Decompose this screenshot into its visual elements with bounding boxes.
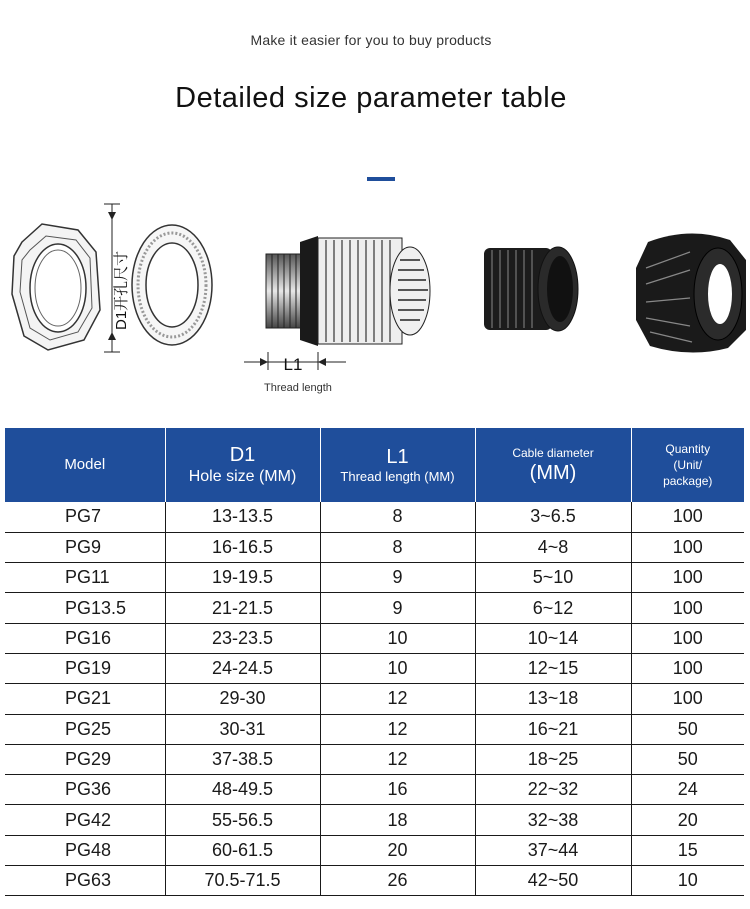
model-cell: PG29: [5, 744, 165, 774]
thread-length-caption: Thread length: [264, 382, 332, 394]
cable-diameter-cell: 22~32: [475, 775, 631, 805]
hole-size-cell: 48-49.5: [165, 775, 320, 805]
cable-diameter-cell: 32~38: [475, 805, 631, 835]
thread-length-cell: 9: [320, 563, 475, 593]
header-model: [5, 428, 165, 502]
model-cell: PG21: [5, 684, 165, 714]
l1-label: L1: [283, 355, 303, 374]
quantity-cell: 100: [631, 563, 744, 593]
header-quantity-label: Quantity: [665, 442, 711, 456]
l1-dimension: [244, 352, 346, 394]
header-cable-diameter: [475, 428, 631, 502]
cable-diameter-cell: 4~8: [475, 532, 631, 562]
table-row: [5, 653, 744, 683]
hole-size-cell: 29-30: [165, 684, 320, 714]
thread-length-cell: 12: [320, 714, 475, 744]
thread-length-cell: 20: [320, 835, 475, 865]
quantity-cell: 20: [631, 805, 744, 835]
cable-diameter-cell: 42~50: [475, 866, 631, 896]
model-cell: PG42: [5, 805, 165, 835]
size-parameter-table: [5, 428, 744, 896]
hole-size-cell: 30-31: [165, 714, 320, 744]
thread-length-cell: 12: [320, 744, 475, 774]
model-cell: PG16: [5, 623, 165, 653]
model-cell: PG25: [5, 714, 165, 744]
table-row: [5, 623, 744, 653]
cable-diameter-cell: 18~25: [475, 744, 631, 774]
model-cell: PG48: [5, 835, 165, 865]
hole-size-cell: 19-19.5: [165, 563, 320, 593]
table-row: [5, 775, 744, 805]
hole-size-cell: 23-23.5: [165, 623, 320, 653]
header-d1-label: D1: [229, 444, 256, 466]
quantity-cell: 100: [631, 593, 744, 623]
thread-length-cell: 10: [320, 653, 475, 683]
hole-size-cell: 16-16.5: [165, 532, 320, 562]
gland-body-icon: [266, 236, 430, 346]
cable-diameter-cell: 5~10: [475, 563, 631, 593]
quantity-cell: 10: [631, 866, 744, 896]
page-title: Detailed size parameter table: [175, 82, 567, 114]
hole-size-cell: 24-24.5: [165, 653, 320, 683]
cable-diameter-cell: 12~15: [475, 653, 631, 683]
header-thread-length: [320, 428, 475, 502]
thread-length-cell: 12: [320, 684, 475, 714]
quantity-cell: 100: [631, 623, 744, 653]
header-hole-size: [165, 428, 320, 502]
d1-dimension: [104, 204, 130, 352]
header-thread-length-label: Thread length (MM): [340, 469, 455, 484]
table-row: [5, 744, 744, 774]
table-body: [5, 502, 744, 896]
hex-nut-icon: [12, 224, 100, 350]
thread-length-cell: 10: [320, 623, 475, 653]
cable-diameter-cell: 10~14: [475, 623, 631, 653]
quantity-cell: 50: [631, 744, 744, 774]
thread-length-cell: 8: [320, 502, 475, 532]
header-model-label: Model: [64, 456, 106, 473]
cable-diameter-cell: 13~18: [475, 684, 631, 714]
header-quantity: [631, 428, 744, 502]
quantity-cell: 100: [631, 502, 744, 532]
quantity-cell: 100: [631, 532, 744, 562]
header-quantity-unit-label: (Unit/: [673, 458, 703, 472]
quantity-cell: 24: [631, 775, 744, 805]
table-row: [5, 866, 744, 896]
header-cable-diameter-label: Cable diameter: [512, 446, 594, 460]
thread-length-cell: 16: [320, 775, 475, 805]
thread-length-cell: 18: [320, 805, 475, 835]
model-cell: PG19: [5, 653, 165, 683]
header-quantity-package-label: package): [663, 474, 713, 488]
quantity-cell: 100: [631, 684, 744, 714]
hole-size-cell: 70.5-71.5: [165, 866, 320, 896]
table-row: [5, 835, 744, 865]
table-row: [5, 805, 744, 835]
table-row: [5, 502, 744, 532]
cable-diameter-cell: 3~6.5: [475, 502, 631, 532]
model-cell: PG7: [5, 502, 165, 532]
hole-size-cell: 60-61.5: [165, 835, 320, 865]
table-row: [5, 532, 744, 562]
model-cell: PG63: [5, 866, 165, 896]
cable-diameter-cell: 6~12: [475, 593, 631, 623]
table-row: [5, 684, 744, 714]
table-header: [5, 428, 744, 502]
cable-gland-diagram: [0, 190, 750, 405]
quantity-cell: 100: [631, 653, 744, 683]
hole-size-cell: 13-13.5: [165, 502, 320, 532]
thread-length-cell: 26: [320, 866, 475, 896]
model-cell: PG11: [5, 563, 165, 593]
model-cell: PG9: [5, 532, 165, 562]
table-row: [5, 714, 744, 744]
quantity-cell: 15: [631, 835, 744, 865]
accent-bar: [367, 177, 395, 181]
hole-size-cell: 55-56.5: [165, 805, 320, 835]
table-row: [5, 563, 744, 593]
model-cell: PG36: [5, 775, 165, 805]
claw-insert-icon: [484, 247, 578, 331]
cap-nut-icon: [636, 233, 746, 352]
header-l1-label: L1: [386, 446, 409, 468]
model-cell: PG13.5: [5, 593, 165, 623]
table-row: [5, 593, 744, 623]
hole-size-cell: 21-21.5: [165, 593, 320, 623]
header-hole-size-label: Hole size (MM): [188, 468, 297, 485]
tagline: Make it easier for you to buy products: [250, 32, 492, 48]
seal-ring-icon: [132, 225, 212, 345]
thread-length-cell: 9: [320, 593, 475, 623]
cable-diameter-cell: 37~44: [475, 835, 631, 865]
hole-size-cell: 37-38.5: [165, 744, 320, 774]
quantity-cell: 50: [631, 714, 744, 744]
header-cable-unit-label: (MM): [529, 462, 577, 484]
cable-diameter-cell: 16~21: [475, 714, 631, 744]
thread-length-cell: 8: [320, 532, 475, 562]
d1-label: D1开孔尺寸: [113, 250, 130, 330]
